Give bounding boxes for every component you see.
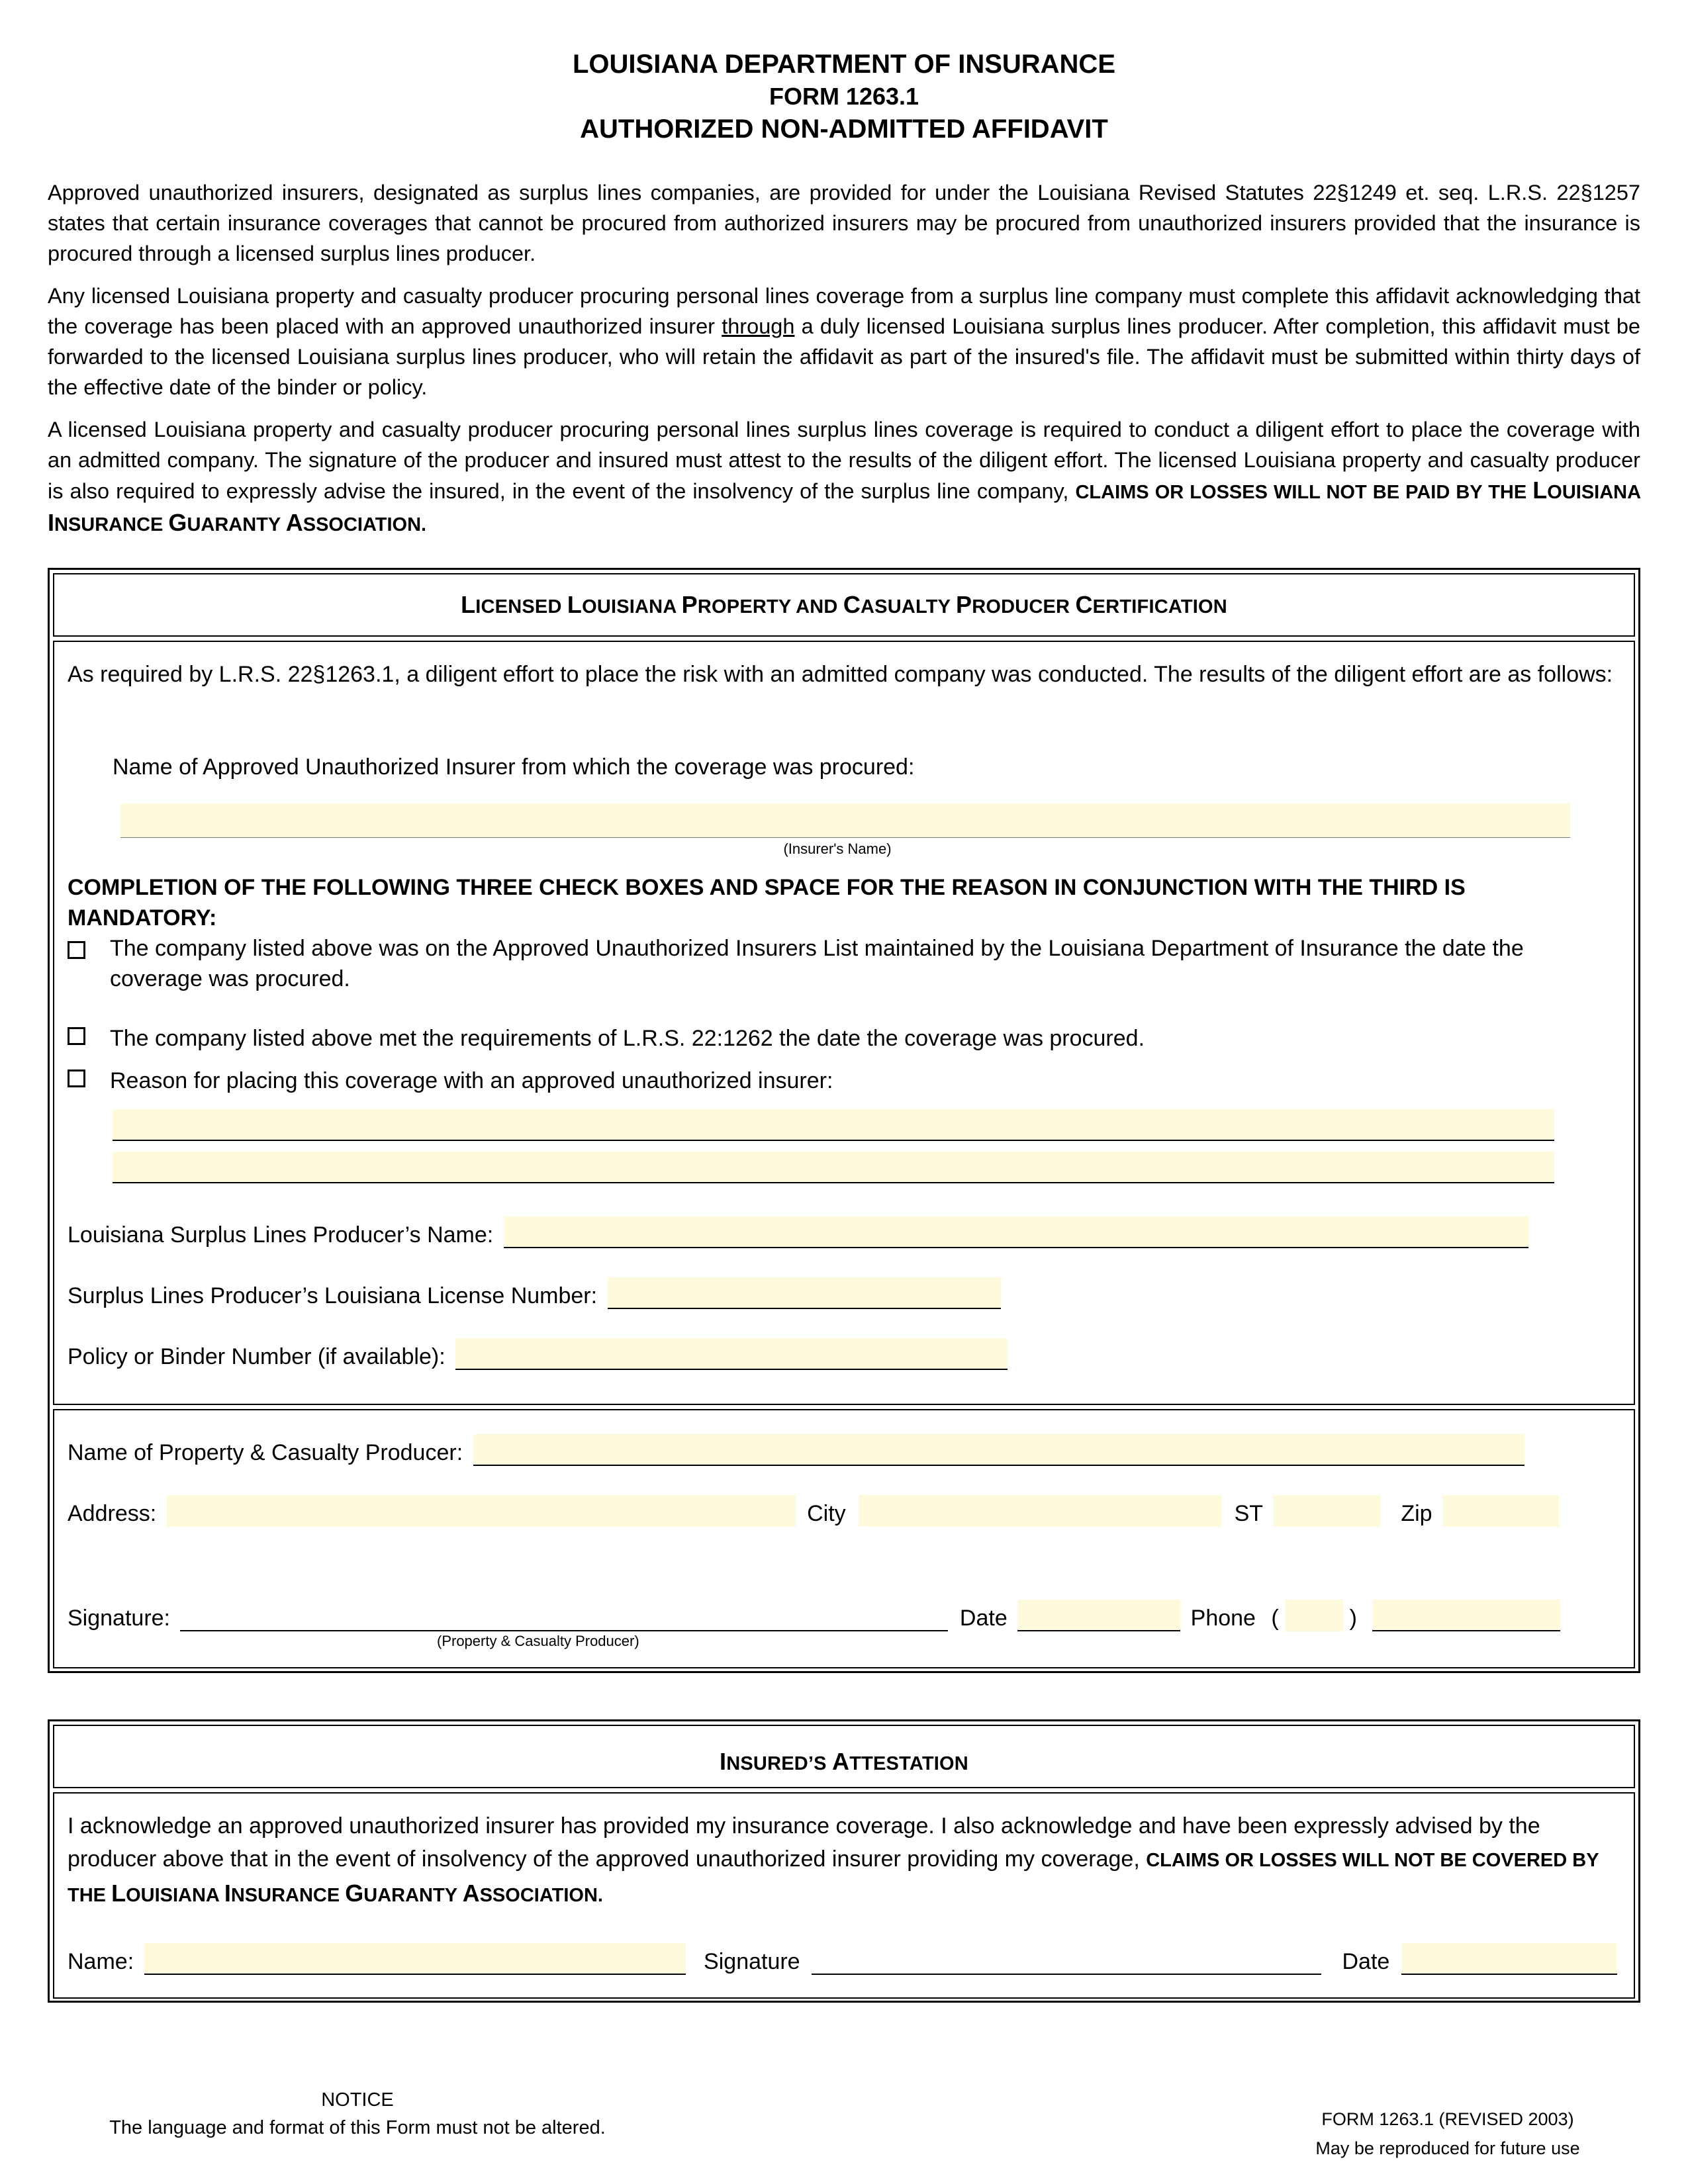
insured-title: INSURED’S ATTESTATION xyxy=(720,1748,968,1775)
form-number: FORM 1263.1 xyxy=(769,83,919,110)
reproduce-note: May be reproduced for future use xyxy=(1315,2138,1580,2158)
insurer-name-caption: (Insurer's Name) xyxy=(783,841,892,857)
license-number-label: Surplus Lines Producer’s Louisiana License Number: xyxy=(68,1283,598,1308)
mandatory-instruction: COMPLETION OF THE FOLLOWING THREE CHECK BOXES AND SPACE FOR THE REASON IN CONJUNCTION WITH THE THIRD IS MANDATORY: xyxy=(68,875,1466,931)
phone-close-paren: ) xyxy=(1349,1606,1357,1631)
notice-text: The language and format of this Form must not be altered. xyxy=(109,2117,606,2138)
department-title: LOUISIANA DEPARTMENT OF INSURANCE xyxy=(573,50,1115,79)
sl-producer-name-row xyxy=(68,1216,1528,1248)
insured-signature-row xyxy=(68,1943,1617,1975)
reason-checkbox[interactable] xyxy=(68,1069,85,1087)
address-label: Address: xyxy=(68,1501,157,1526)
insured-guaranty-warning: CLAIMS OR LOSSES WILL NOT BE COVERED BY THE LOUISIANA INSURANCE GUARANTY ASSOCIATION. xyxy=(68,1850,1599,1907)
pc-signature-field[interactable] xyxy=(180,1600,948,1631)
form-header xyxy=(48,48,1640,146)
producer-cert-body xyxy=(53,641,1635,1405)
phone-number-field[interactable] xyxy=(1372,1600,1560,1631)
policy-number-label: Policy or Binder Number (if available): xyxy=(68,1344,445,1369)
insured-acknowledgement: I acknowledge an approved unauthorized insurer has provided my insurance coverage. I also acknowledge and have been expressly advised by the producer above that in the event of insolvency of the approved unauthorized insurer providing my coverage, CLAIMS OR LOSSES WILL NOT BE COVERED BY THE LOUISIANA INSURANCE GUARANTY ASSOCIATION. xyxy=(68,1813,1599,1907)
notice-heading: NOTICE xyxy=(321,2089,394,2111)
notice-block xyxy=(66,2086,649,2142)
insurer-prompt: Name of Approved Unauthorized Insurer from which the coverage was procured: xyxy=(113,754,915,780)
state-label: ST xyxy=(1234,1501,1263,1526)
checkbox-row-3 xyxy=(68,1066,1617,1096)
address-row xyxy=(68,1495,1559,1527)
reason-line-1-field[interactable] xyxy=(113,1109,1554,1141)
insured-title-box xyxy=(53,1725,1635,1788)
intro-paragraph-1: Approved unauthorized insurers, designated as surplus lines companies, are provided for under the Louisiana Revised Statutes 22§1249 et. seq. L.R.S. 22§1257 states that certain insurance coverages that cannot be procured from authorized insurers may be procured from unauthorized insurers provided that the insurance is procured through a licensed surplus lines producer. xyxy=(48,181,1640,265)
insured-frame xyxy=(48,1719,1640,2003)
met-requirements-checkbox[interactable] xyxy=(68,1027,85,1045)
phone-area-field[interactable] xyxy=(1285,1600,1343,1631)
insured-name-field[interactable] xyxy=(144,1943,686,1975)
insured-signature-label: Signature xyxy=(704,1949,800,1974)
insured-date-label: Date xyxy=(1342,1949,1390,1974)
pc-producer-name-label: Name of Property & Casualty Producer: xyxy=(68,1440,463,1465)
reason-line-2-field[interactable] xyxy=(113,1152,1554,1183)
pc-producer-name-field[interactable] xyxy=(473,1434,1524,1466)
intro-text xyxy=(48,177,1640,552)
insured-name-label: Name: xyxy=(68,1949,134,1974)
sl-producer-name-label: Louisiana Surplus Lines Producer’s Name: xyxy=(68,1222,494,1248)
pc-producer-name-row xyxy=(68,1434,1524,1466)
guaranty-warning: CLAIMS OR LOSSES WILL NOT BE PAID BY THE LOUISIANA INSURANCE GUARANTY ASSOCIATION. xyxy=(48,477,1640,536)
checkbox-2-label: The company listed above met the requirements of L.R.S. 22:1262 the date the coverage was procured. xyxy=(110,1026,1145,1051)
city-label: City xyxy=(807,1501,846,1526)
insured-signature-field[interactable] xyxy=(812,1943,1321,1975)
policy-number-row xyxy=(68,1338,1008,1370)
pc-producer-body xyxy=(53,1409,1635,1668)
form-title: AUTHORIZED NON-ADMITTED AFFIDAVIT xyxy=(580,114,1108,144)
insurer-name-field[interactable] xyxy=(120,803,1570,838)
intro-paragraph-3: A licensed Louisiana property and casualty producer procuring personal lines surplus lines coverage is required to conduct a diligent effort to place the coverage with an admitted company. The signature of the producer and insured must attest to the results of the diligent effort. The licensed Louisiana property and casualty producer is also required to expressly advise the insured, in the event of the insolvency of the surplus line company, CLAIMS OR LOSSES WILL NOT BE PAID BY THE LOUISIANA INSURANCE GUARANTY ASSOCIATION. xyxy=(48,418,1640,536)
pc-signature-caption: (Property & Casualty Producer) xyxy=(437,1633,639,1649)
producer-cert-title: LICENSED LOUISIANA PROPERTY AND CASUALTY PRODUCER CERTIFICATION xyxy=(461,591,1227,618)
city-field[interactable] xyxy=(859,1495,1221,1527)
checkbox-row-2 xyxy=(68,1023,1617,1054)
producer-frame xyxy=(48,568,1640,1673)
intro-paragraph-2: Any licensed Louisiana property and casualty producer procuring personal lines coverage from a surplus line company must complete this affidavit acknowledging that the coverage has been placed with an approved unauthorized insurer through a duly licensed Louisiana surplus lines producer. After completion, this affidavit must be forwarded to the licensed Louisiana surplus lines producer, who will retain the affidavit as part of the insured's file. The affidavit must be submitted within thirty days of the effective date of the binder or policy. xyxy=(48,284,1640,399)
checkbox-3-label: Reason for placing this coverage with an approved unauthorized insurer: xyxy=(110,1068,833,1093)
state-field[interactable] xyxy=(1273,1495,1380,1527)
pc-date-field[interactable] xyxy=(1017,1600,1180,1631)
zip-field[interactable] xyxy=(1442,1495,1559,1527)
phone-label: Phone xyxy=(1190,1606,1256,1631)
insured-body xyxy=(53,1792,1635,1999)
pc-signature-label: Signature: xyxy=(68,1606,170,1631)
form-revision: FORM 1263.1 (REVISED 2003) xyxy=(1321,2109,1574,2129)
sl-producer-name-field[interactable] xyxy=(504,1216,1528,1248)
phone-open-paren: ( xyxy=(1271,1606,1279,1631)
license-number-field[interactable] xyxy=(608,1277,1001,1309)
checkbox-1-label: The company listed above was on the Approved Unauthorized Insurers List maintained by the Louisiana Department of Insurance the date the coverage was procured. xyxy=(110,936,1524,991)
producer-cert-title-box xyxy=(53,573,1635,637)
pc-signature-row xyxy=(68,1600,1560,1631)
checkbox-row-1 xyxy=(68,933,1617,994)
license-number-row xyxy=(68,1277,1001,1309)
insured-date-field[interactable] xyxy=(1401,1943,1617,1975)
form-id-block xyxy=(1233,2105,1663,2163)
on-approved-list-checkbox[interactable] xyxy=(68,941,85,959)
diligent-effort-intro: As required by L.R.S. 22§1263.1, a diligent effort to place the risk with an admitted company was conducted. The results of the diligent effort are as follows: xyxy=(68,662,1613,687)
policy-number-field[interactable] xyxy=(455,1338,1008,1370)
zip-label: Zip xyxy=(1401,1501,1432,1526)
address-field[interactable] xyxy=(167,1495,796,1527)
pc-date-label: Date xyxy=(959,1606,1008,1631)
